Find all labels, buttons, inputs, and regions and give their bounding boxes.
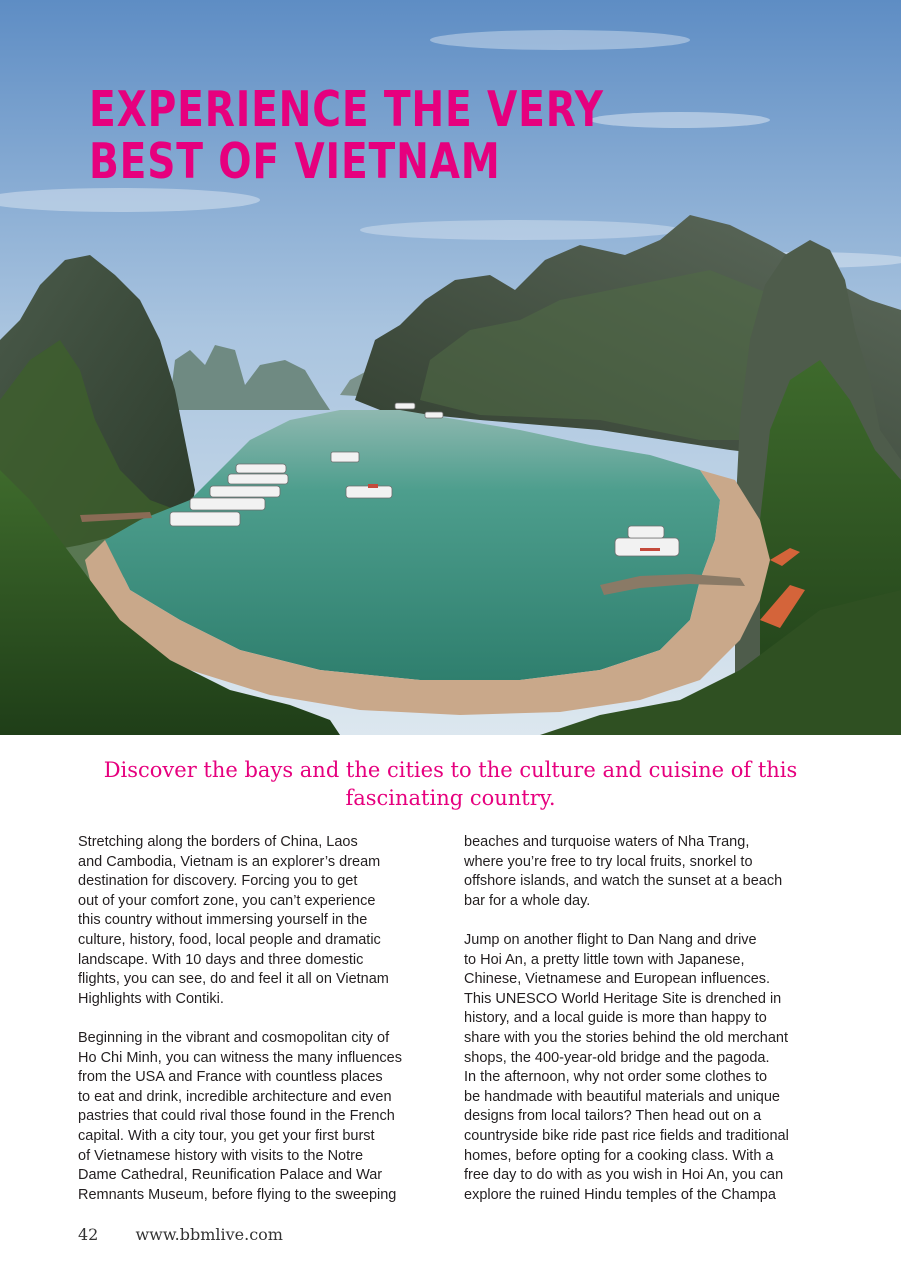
text-line: free day to do with as you wish in Hoi An, you can	[464, 1167, 784, 1184]
text-line: and Cambodia, Vietnam is an explorer’s dream	[78, 853, 381, 870]
headline-line-1: EXPERIENCE THE VERY	[89, 81, 604, 138]
text-line: designs from local tailors? Then head out on a	[464, 1108, 762, 1125]
body-column-right	[464, 833, 826, 1225]
text-line: history, and a local guide is more than happy to	[464, 1010, 767, 1027]
text-line: Highlights with Contiki.	[78, 990, 224, 1007]
text-line: offshore islands, and watch the sunset at a beach	[464, 873, 783, 890]
text-line: share with you the stories behind the old merchant	[464, 1029, 789, 1046]
paragraph-ho-chi-minh	[78, 1029, 440, 1205]
body-column-left	[78, 833, 440, 1225]
text-line: to Hoi An, a pretty little town with Japanese,	[464, 951, 745, 968]
text-line: shops, the 400-year-old bridge and the pagoda.	[464, 1049, 770, 1066]
text-line: Remnants Museum, before flying to the sweeping	[78, 1186, 397, 1203]
page-headline	[89, 81, 604, 190]
paragraph-nha-trang	[464, 833, 826, 911]
text-line: In the afternoon, why not order some clothes to	[464, 1069, 768, 1086]
text-line: explore the ruined Hindu temples of the Champa	[464, 1186, 776, 1203]
text-line: Chinese, Vietnamese and European influences.	[464, 971, 771, 988]
text-line: pastries that could rival those found in the French	[78, 1108, 395, 1125]
text-line: bar for a whole day.	[464, 892, 591, 909]
text-line: homes, before opting for a cooking class. With a	[464, 1147, 774, 1164]
text-line: to eat and drink, incredible architecture and even	[78, 1088, 392, 1105]
website-url[interactable]: www.bbmlive.com	[135, 1225, 283, 1244]
paragraph-hoi-an	[464, 931, 826, 1205]
page-footer	[78, 1225, 283, 1244]
headline-line-2: BEST OF VIETNAM	[89, 133, 501, 190]
text-line: destination for discovery. Forcing you to get	[78, 873, 358, 890]
text-line: Jump on another flight to Dan Nang and drive	[464, 931, 757, 948]
text-line: this country without immersing yourself in the	[78, 912, 368, 929]
text-line: be handmade with beautiful materials and unique	[464, 1088, 780, 1105]
text-line: out of your comfort zone, you can’t experience	[78, 892, 376, 909]
text-line: Beginning in the vibrant and cosmopolitan city of	[78, 1029, 390, 1046]
text-line: Dame Cathedral, Reunification Palace and War	[78, 1167, 383, 1184]
text-line: of Vietnamese history with visits to the Notre	[78, 1147, 364, 1164]
standfirst: Discover the bays and the cities to the culture and cuisine of this fascinating country.	[103, 758, 798, 810]
text-line: This UNESCO World Heritage Site is drenched in	[464, 990, 782, 1007]
page-number: 42	[78, 1225, 99, 1244]
text-line: capital. With a city tour, you get your first burst	[78, 1127, 375, 1144]
text-line: culture, history, food, local people and dramatic	[78, 931, 381, 948]
text-line: from the USA and France with countless places	[78, 1069, 383, 1086]
text-line: landscape. With 10 days and three domestic	[78, 951, 364, 968]
paragraph-intro	[78, 833, 440, 1009]
text-line: countryside bike ride past rice fields and traditional	[464, 1127, 789, 1144]
text-line: Stretching along the borders of China, Laos	[78, 834, 358, 850]
text-line: Ho Chi Minh, you can witness the many influences	[78, 1049, 402, 1066]
text-line: beaches and turquoise waters of Nha Trang,	[464, 834, 750, 850]
text-line: where you’re free to try local fruits, snorkel to	[464, 853, 753, 870]
text-line: flights, you can see, do and feel it all on Vietnam	[78, 971, 389, 988]
